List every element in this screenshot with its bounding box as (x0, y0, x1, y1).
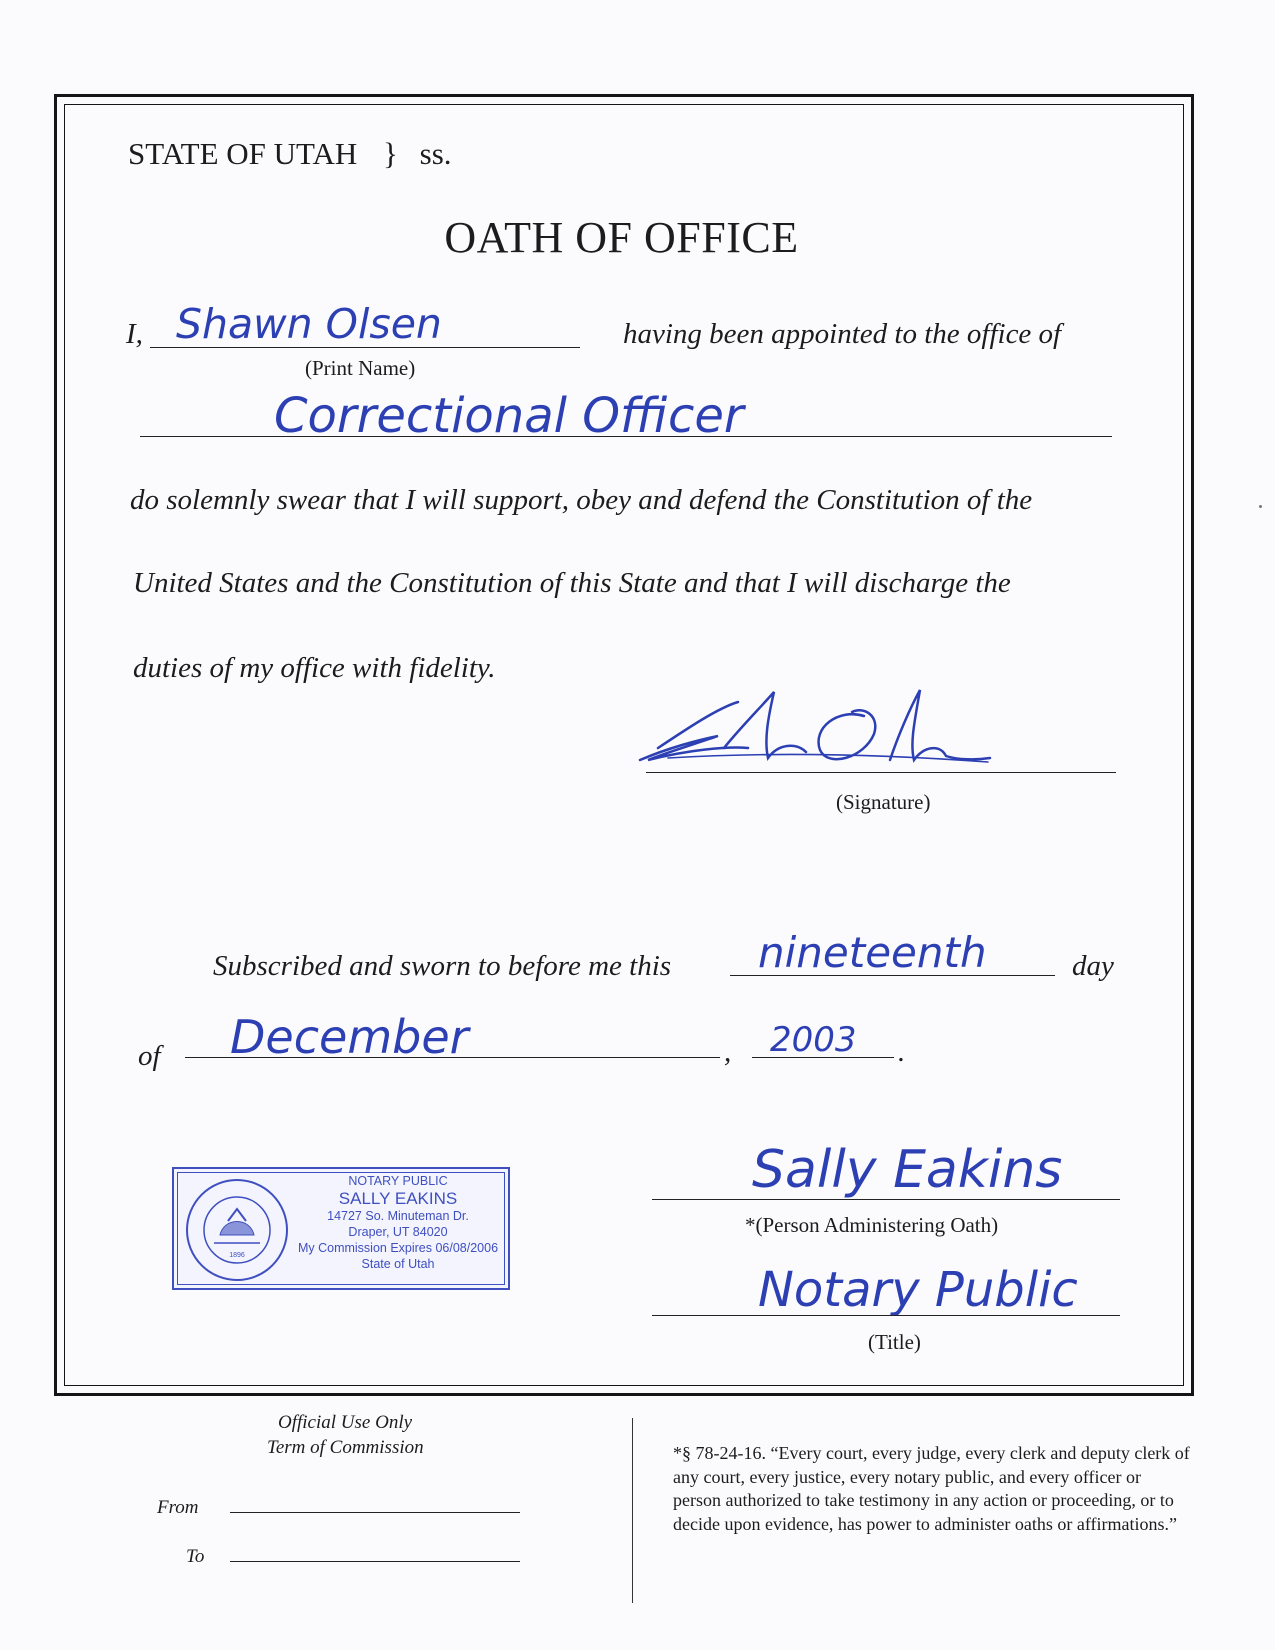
stamp-line-3: 14727 So. Minuteman Dr. (327, 1209, 469, 1223)
stamp-line-2: SALLY EAKINS (338, 1189, 458, 1208)
stamp-line-4: Draper, UT 84020 (348, 1225, 448, 1239)
venue-brace: } (383, 136, 398, 171)
title-caption: (Title) (868, 1330, 921, 1354)
venue-heading (128, 136, 452, 172)
i-prefix: I, (126, 318, 143, 350)
stamp-line-1: NOTARY PUBLIC (348, 1174, 448, 1188)
official-use-heading: Official Use Only (278, 1412, 413, 1433)
oath-body-line-2: United States and the Constitution of this State and that I will discharge the (133, 567, 1011, 599)
seal-year: 1896 (229, 1252, 245, 1259)
state-seal-icon (184, 1177, 290, 1283)
oath-taker-signature (628, 688, 998, 778)
year-handwritten: 2003 (770, 1020, 857, 1060)
date-period: . (898, 1036, 906, 1068)
subscribed-text: Subscribed and sworn to before me this (213, 950, 672, 982)
day-handwritten: nineteenth (758, 928, 987, 977)
state-name: STATE OF UTAH (128, 136, 358, 171)
term-of-commission-heading: Term of Commission (267, 1437, 424, 1458)
month-handwritten: December (230, 1010, 469, 1064)
oath-body-line-1: do solemnly swear that I will support, obey and defend the Constitution of the (130, 484, 1033, 516)
signature-line (646, 772, 1116, 773)
from-line (230, 1512, 520, 1513)
document-title: OATH OF OFFICE (444, 213, 799, 262)
to-label: To (186, 1546, 205, 1567)
of-word: of (138, 1040, 161, 1072)
notary-stamp (172, 1167, 510, 1290)
venue-ss: ss. (419, 136, 452, 171)
administrator-caption: *(Person Administering Oath) (745, 1213, 999, 1237)
date-comma: , (724, 1036, 732, 1068)
title-handwritten: Notary Public (758, 1262, 1078, 1318)
stamp-line-5: My Commission Expires 06/08/2006 (297, 1241, 499, 1255)
oath-body-line-3: duties of my office with fidelity. (133, 652, 496, 684)
office-handwritten: Correctional Officer (274, 388, 744, 444)
scan-speck (1259, 505, 1262, 508)
footer-divider (632, 1418, 633, 1603)
print-name-caption: (Print Name) (305, 356, 416, 380)
to-line (230, 1561, 520, 1562)
from-label: From (157, 1497, 199, 1518)
having-been-text: having been appointed to the office of (623, 318, 1062, 350)
notary-stamp-text (294, 1173, 502, 1272)
printed-name-handwritten: Shawn Olsen (176, 300, 442, 348)
administrator-line (652, 1199, 1120, 1200)
signature-caption: (Signature) (836, 790, 931, 814)
administrator-signature-handwritten: Sally Eakins (752, 1140, 1063, 1200)
statute-footnote: *§ 78-24-16. “Every court, every judge, every clerk and deputy clerk of any court, every justice, every notary public, and every officer or person authorized to take testimony in any action or proceeding, or to decide upon evidence, has power to administer oaths or affirmations.” (673, 1443, 1190, 1534)
day-word: day (1072, 950, 1114, 982)
stamp-line-6: State of Utah (361, 1257, 435, 1271)
title-line (652, 1315, 1120, 1316)
